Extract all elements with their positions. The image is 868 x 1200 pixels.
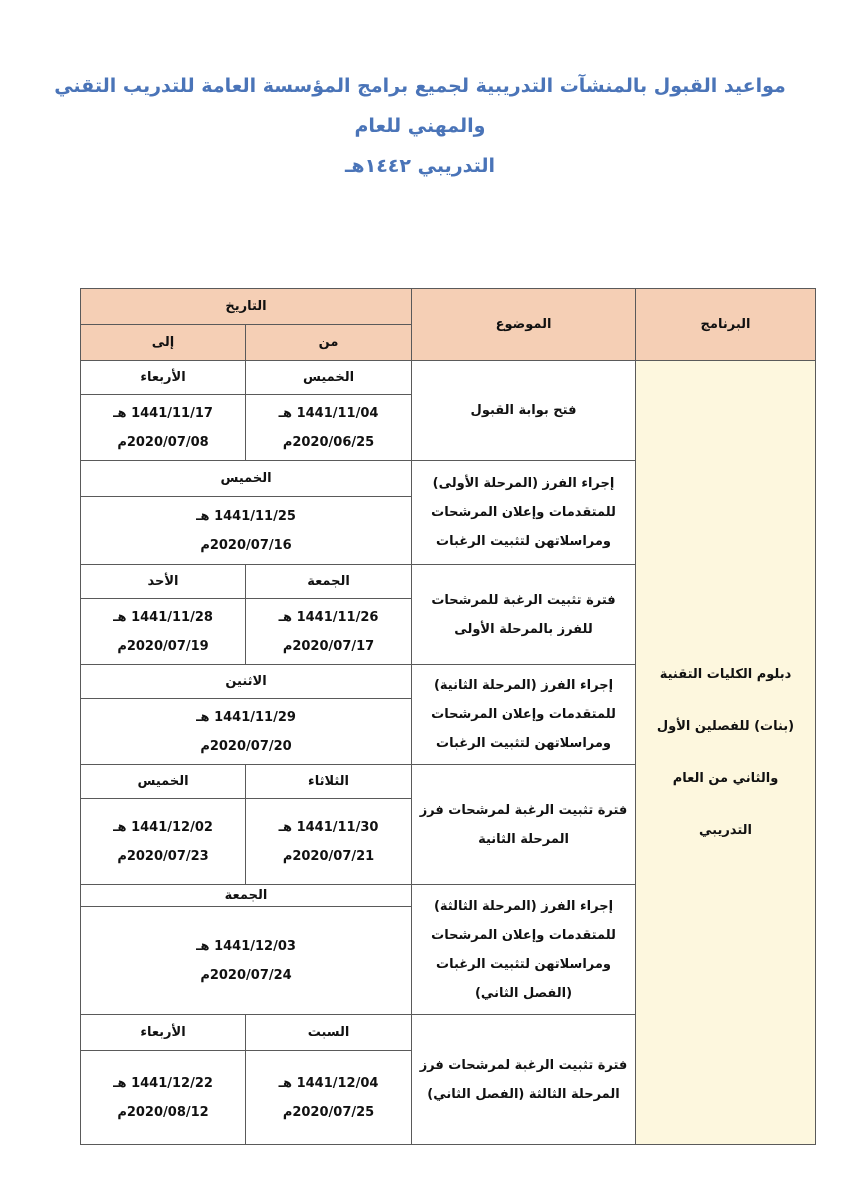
- schedule-table: [80, 288, 816, 1145]
- to-hijri: 1441/12/22 هـ: [113, 1075, 213, 1091]
- from-date: [246, 395, 412, 461]
- single-greg: 2020/07/24م: [200, 967, 292, 983]
- from-date: [246, 1051, 412, 1145]
- to-greg: 2020/07/08م: [117, 434, 209, 450]
- from-hijri: 1441/12/04 هـ: [278, 1075, 379, 1091]
- to-day: الأربعاء: [81, 1015, 246, 1051]
- to-date: [81, 395, 246, 461]
- from-greg: 2020/07/21م: [282, 848, 375, 864]
- topic-cell: فترة تثبيت الرغبة لمرشحات فرز المرحلة الثالثة (الفصل الثاني): [412, 1015, 636, 1145]
- from-day: السبت: [246, 1015, 412, 1051]
- from-greg: 2020/07/25م: [282, 1104, 375, 1120]
- topic-cell: فترة تثبيت الرغبة لمرشحات فرز المرحلة الثانية: [412, 765, 636, 885]
- from-hijri: 1441/11/26 هـ: [278, 609, 379, 625]
- topic-cell: إجراء الفرز (المرحلة الثالثة) للمتقدمات وإعلان المرشحات ومراسلاتهن لتثبيت الرغبات (الفصل الثاني): [412, 885, 636, 1015]
- single-hijri: 1441/11/29 هـ: [196, 709, 296, 725]
- to-day: الأربعاء: [81, 361, 246, 395]
- single-day: الخميس: [81, 461, 412, 497]
- to-day: الأحد: [81, 565, 246, 599]
- single-greg: 2020/07/16م: [200, 537, 292, 553]
- topic-cell: فتح بوابة القبول: [412, 361, 636, 461]
- single-date: [81, 907, 412, 1015]
- topic-cell: إجراء الفرز (المرحلة الثانية) للمتقدمات وإعلان المرشحات ومراسلاتهن لتثبيت الرغبات: [412, 665, 636, 765]
- header-topic: الموضوع: [412, 289, 636, 361]
- title-line-2: التدريبي ١٤٤٢هـ: [344, 155, 496, 177]
- single-day: الجمعة: [81, 885, 412, 907]
- from-hijri: 1441/11/04 هـ: [278, 405, 379, 421]
- from-date: [246, 799, 412, 885]
- single-hijri: 1441/12/03 هـ: [196, 938, 296, 954]
- single-hijri: 1441/11/25 هـ: [196, 508, 296, 524]
- topic-cell: فترة تثبيت الرغبة للمرشحات للفرز بالمرحلة الأولى: [412, 565, 636, 665]
- single-greg: 2020/07/20م: [200, 738, 292, 754]
- from-greg: 2020/07/17م: [282, 638, 375, 654]
- to-date: [81, 799, 246, 885]
- to-date: [81, 1051, 246, 1145]
- to-greg: 2020/08/12م: [117, 1104, 209, 1120]
- program-label: دبلوم الكليات التقنية (بنات) للفصلين الأول والثاني من العام التدريبي: [656, 666, 795, 838]
- program-cell: [636, 361, 816, 1145]
- from-day: الخميس: [246, 361, 412, 395]
- from-day: الجمعة: [246, 565, 412, 599]
- to-greg: 2020/07/19م: [117, 638, 209, 654]
- to-day: الخميس: [81, 765, 246, 799]
- title-line-1: مواعيد القبول بالمنشآت التدريبية لجميع برامج المؤسسة العامة للتدريب التقني والمهني للعام: [54, 75, 786, 137]
- single-date: [81, 497, 412, 565]
- from-day: الثلاثاء: [246, 765, 412, 799]
- to-date: [81, 599, 246, 665]
- to-hijri: 1441/11/28 هـ: [113, 609, 213, 625]
- to-greg: 2020/07/23م: [117, 848, 209, 864]
- single-date: [81, 699, 412, 765]
- to-hijri: 1441/11/17 هـ: [113, 405, 213, 421]
- header-program: البرنامج: [636, 289, 816, 361]
- from-greg: 2020/06/25م: [282, 434, 375, 450]
- to-hijri: 1441/12/02 هـ: [113, 819, 213, 835]
- header-to: إلى: [81, 325, 246, 361]
- header-from: من: [246, 325, 412, 361]
- from-hijri: 1441/11/30 هـ: [278, 819, 379, 835]
- from-date: [246, 599, 412, 665]
- single-day: الاثنين: [81, 665, 412, 699]
- header-date: التاريخ: [81, 289, 412, 325]
- topic-cell: إجراء الفرز (المرحلة الأولى) للمتقدمات وإعلان المرشحات ومراسلاتهن لتثبيت الرغبات: [412, 461, 636, 565]
- page-title: [20, 66, 820, 186]
